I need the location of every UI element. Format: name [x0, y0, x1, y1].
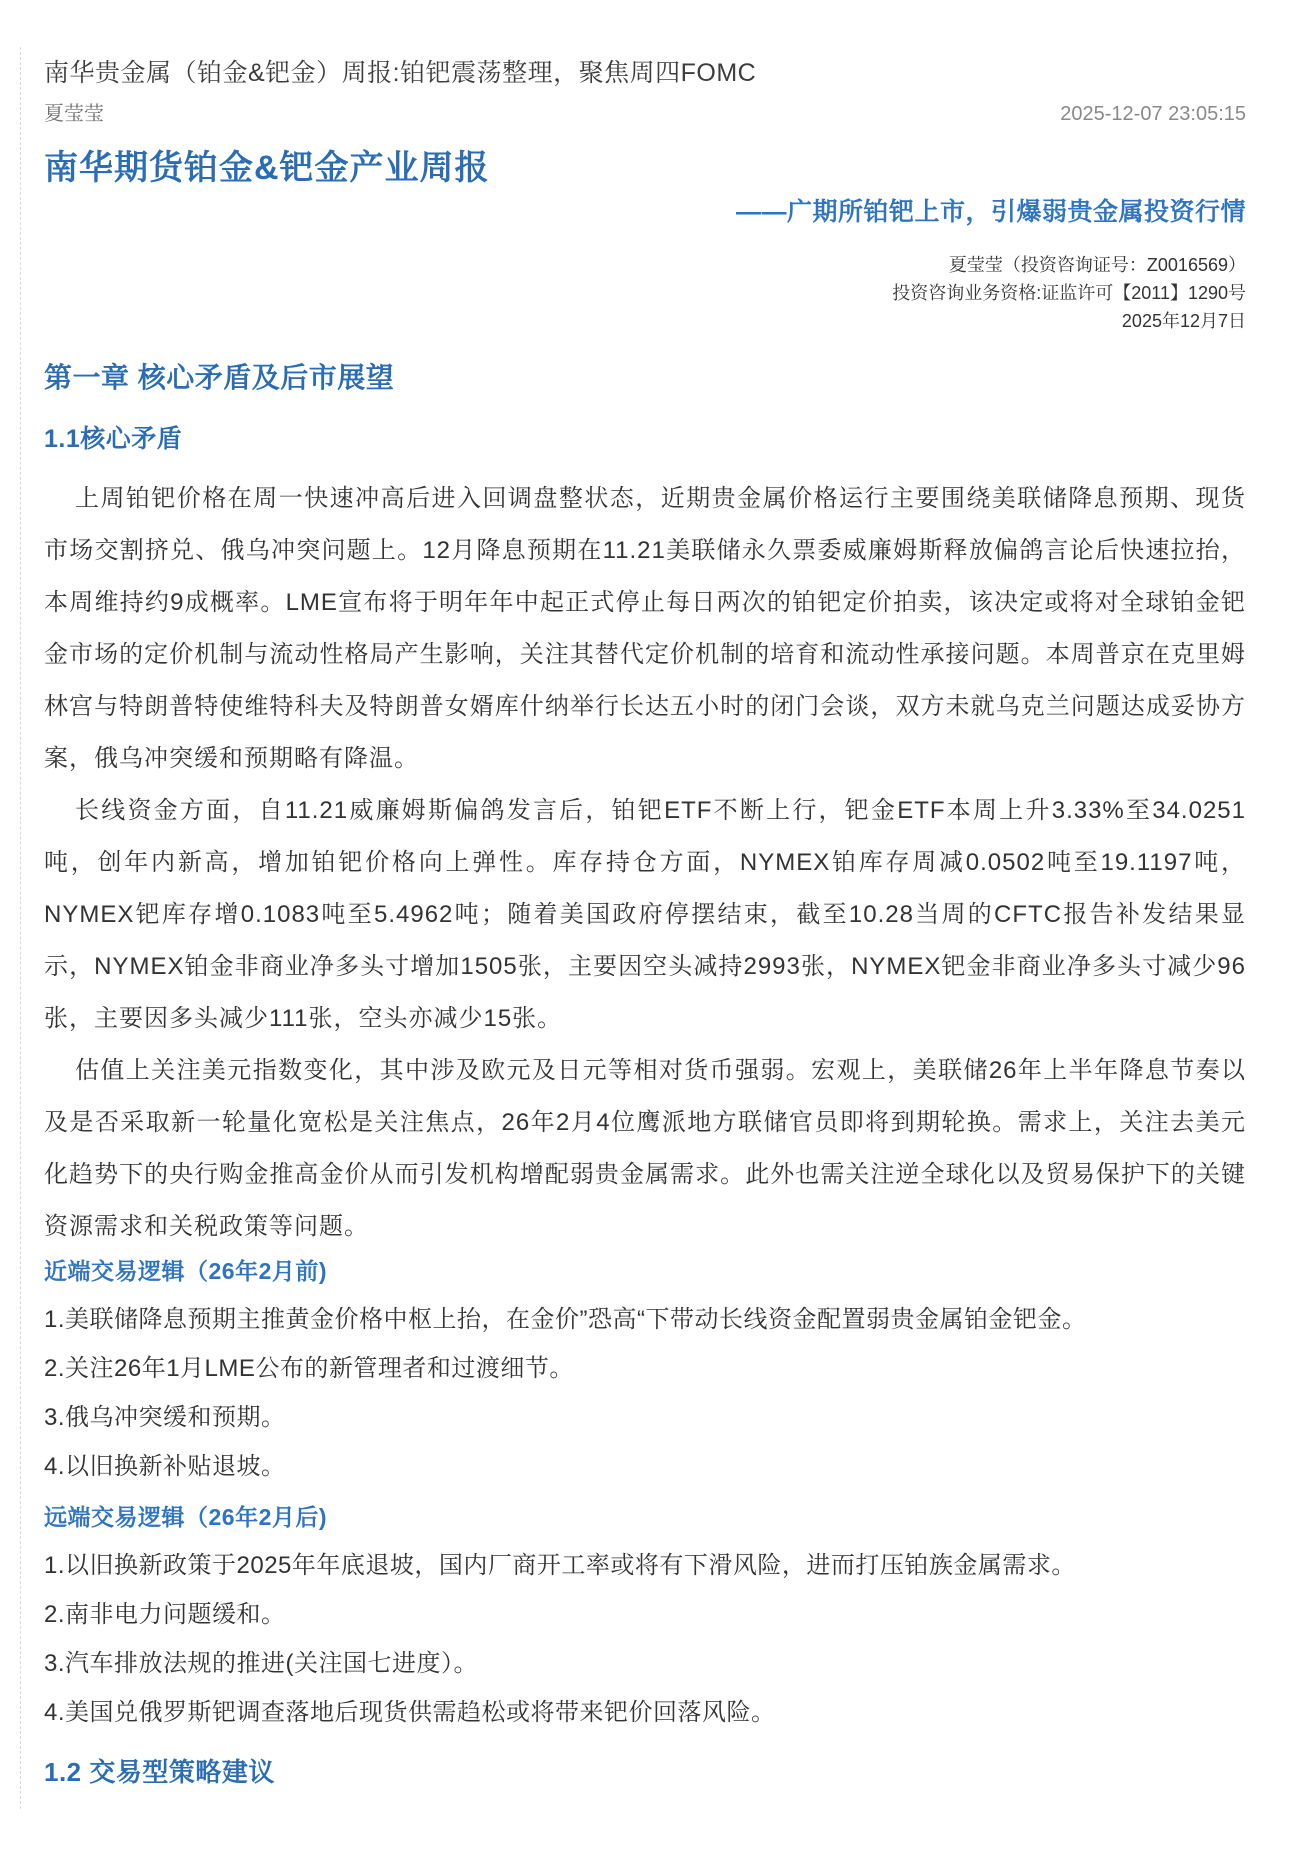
byline	[44, 102, 1246, 126]
post-author: 夏莹莹	[44, 103, 104, 125]
near-term-logic-block	[44, 1253, 1246, 1491]
near-term-logic-item: 2.关注26年1月LME公布的新管理者和过渡细节。	[44, 1355, 574, 1382]
page	[0, 47, 1291, 1856]
near-term-logic-item: 4.以旧换新补贴退坡。	[44, 1453, 286, 1480]
far-term-logic-item: 2.南非电力问题缓和。	[44, 1601, 286, 1628]
section-1-1-title: 1.1核心矛盾	[44, 425, 183, 453]
business-license: 投资咨询业务资格:证监许可【2011】1290号	[892, 283, 1246, 303]
far-term-logic-item: 4.美国兑俄罗斯钯调查落地后现货供需趋松或将带来钯价回落风险。	[44, 1699, 776, 1726]
report-subtitle: ——广期所铂钯上市，引爆弱贵金属投资行情	[735, 198, 1246, 226]
near-term-logic-item: 3.俄乌冲突缓和预期。	[44, 1404, 286, 1431]
near-term-logic-item: 1.美联储降息预期主推黄金价格中枢上抬，在金价”恐高“下带动长线资金配置弱贵金属铂金钯金。	[44, 1306, 1087, 1333]
far-term-logic-block	[44, 1499, 1246, 1737]
core-paragraph: 上周铂钯价格在周一快速冲高后进入回调盘整状态，近期贵金属价格运行主要围绕美联储降息预期、现货市场交割挤兑、俄乌冲突问题上。12月降息预期在11.21美联储永久票委威廉姆斯释放偏鸽言论后快速拉抬，本周维持约9成概率。LME宣布将于明年年中起正式停止每日两次的铂钯定价拍卖，该决定或将对全球铂金钯金市场的定价机制与流动性格局产生影响，关注其替代定价机制的培育和流动性承接问题。本周普京在克里姆林宫与特朗普特使维特科夫及特朗普女婿库什纳举行长达五小时的闭门会谈，双方未就乌克兰问题达成妥协方案，俄乌冲突缓和预期略有降温。	[44, 485, 1246, 772]
core-contradiction-body	[44, 473, 1246, 1253]
chapter-1-title: 第一章 核心矛盾及后市展望	[44, 362, 395, 393]
far-term-logic-item: 1.以旧换新政策于2025年年底退坡，国内厂商开工率或将有下滑风险，进而打压铂族金属需求。	[44, 1552, 1076, 1579]
report-date: 2025年12月7日	[1121, 311, 1246, 331]
core-paragraph: 估值上关注美元指数变化，其中涉及欧元及日元等相对货币强弱。宏观上，美联储26年上半年降息节奏以及是否采取新一轮量化宽松是关注焦点，26年2月4位鹰派地方联储官员即将到期轮换。需求上，关注去美元化趋势下的央行购金推高金价从而引发机构增配弱贵金属需求。此外也需关注逆全球化以及贸易保护下的关键资源需求和关税政策等问题。	[44, 1057, 1246, 1240]
report-title: 南华期货铂金&钯金产业周报	[44, 149, 490, 187]
far-term-logic-title: 远端交易逻辑（26年2月后)	[44, 1504, 328, 1530]
post-timestamp: 2025-12-07 23:05:15	[1060, 103, 1246, 125]
far-term-logic-list	[44, 1541, 1246, 1737]
analyst-credential: 夏莹莹（投资咨询证号：Z0016569）	[948, 255, 1246, 275]
post-title: 南华贵金属（铂金&钯金）周报:铂钯震荡整理，聚焦周四FOMC	[44, 59, 757, 87]
near-term-logic-title: 近端交易逻辑（26年2月前)	[44, 1258, 328, 1284]
report-header	[44, 148, 1246, 335]
section-1-2-title: 1.2 交易型策略建议	[44, 1757, 275, 1787]
far-term-logic-item: 3.汽车排放法规的推进(关注国七进度）。	[44, 1650, 479, 1677]
core-paragraph: 长线资金方面，自11.21威廉姆斯偏鸽发言后，铂钯ETF不断上行，钯金ETF本周上升3.33%至34.0251吨，创年内新高，增加铂钯价格向上弹性。库存持仓方面，NYMEX铂库存周减0.0502吨至19.1197吨，NYMEX钯库存增0.1083吨至5.4962吨；随着美国政府停摆结束，截至10.28当周的CFTC报告补发结果显示，NYMEX铂金非商业净多头寸增加1505张，主要因空头减持2993张，NYMEX钯金非商业净多头寸减少96张，主要因多头减少111张，空头亦减少15张。	[44, 797, 1246, 1032]
report-article	[20, 47, 1291, 1809]
near-term-logic-list	[44, 1295, 1246, 1491]
report-credentials	[44, 251, 1246, 335]
